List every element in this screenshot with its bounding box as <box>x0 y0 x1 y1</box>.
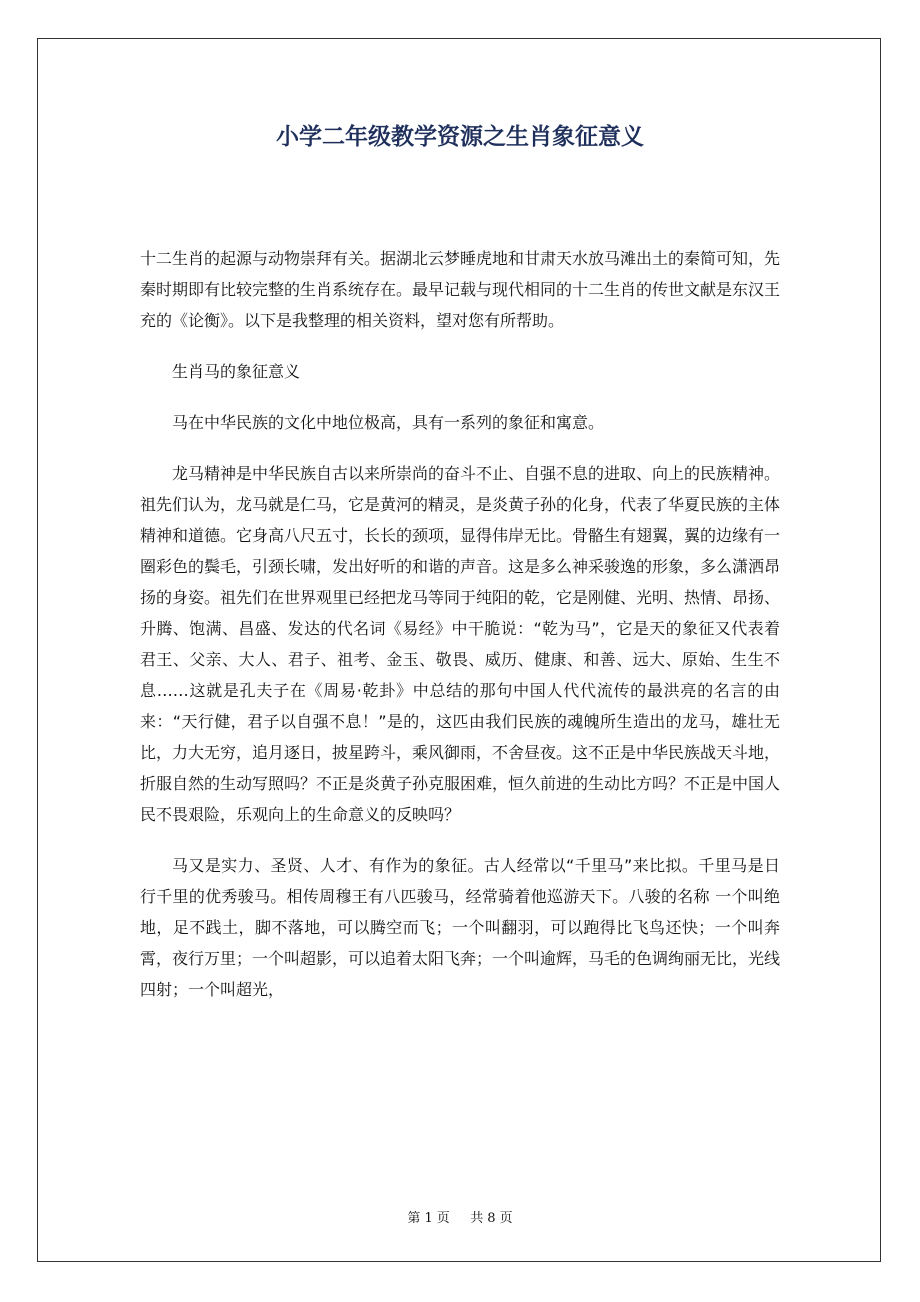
page-total: 8 <box>487 1211 496 1226</box>
page-footer <box>0 1207 920 1226</box>
document-body <box>140 243 780 1025</box>
page-prefix: 第 <box>407 1211 421 1226</box>
intro-paragraph: 十二生肖的起源与动物崇拜有关。据湖北云梦睡虎地和甘肃天水放马滩出土的秦简可知，先秦时期即有比较完整的生肖系统存在。最早记载与现代相同的十二生肖的传世文献是东汉王充的《论衡》。以下是我整理的相关资料，望对您有所帮助。 <box>140 249 781 330</box>
page-unit: 页 <box>436 1211 450 1226</box>
total-prefix: 共 <box>470 1211 484 1226</box>
body-paragraph: 龙马精神是中华民族自古以来所崇尚的奋斗不止、自强不息的进取、向上的民族精神。祖先们认为，龙马就是仁马，它是黄河的精灵，是炎黄子孙的化身，代表了华夏民族的主体精神和道德。它身高八尺五寸，长长的颈项，显得伟岸无比。骨骼生有翅翼，翼的边缘有一圈彩色的鬓毛，引颈长啸，发出好听的和谐的声音。这是多么神采骏逸的形象，多么潇洒昂扬的身姿。祖先们在世界观里已经把龙马等同于纯阳的乾，它是刚健、光明、热情、昂扬、升腾、饱满、昌盛、发达的代名词《易经》中干脆说：“乾为马”，它是天的象征又代表着君王、父亲、大人、君子、祖考、金玉、敬畏、威历、健康、和善、远大、原始、生生不息……这就是孔夫子在《周易·乾卦》中总结的那句中国人代代流传的最洪亮的名言的由来：“天行健，君子以自强不息！”是的，这匹由我们民族的魂魄所生造出的龙马，雄壮无比，力大无穷，追月逐日，披星跨斗，乘风御雨，不舍昼夜。这不正是中华民族战天斗地，折服自然的生动写照吗？不正是炎黄子孙克服困难，恒久前进的生动比方吗？不正是中国人民不畏艰险，乐观向上的生命意义的反映吗？ <box>140 464 781 824</box>
page-current: 1 <box>424 1211 433 1226</box>
body-paragraph: 马在中华民族的文化中地位极高，具有一系列的象征和寓意。 <box>172 413 605 432</box>
section-heading: 生肖马的象征意义 <box>172 362 301 381</box>
document-title: 小学二年级教学资源之生肖象征意义 <box>276 124 644 150</box>
body-paragraph: 马又是实力、圣贤、人才、有作为的象征。古人经常以“千里马”来比拟。千里马是日行千里的优秀骏马。相传周穆王有八匹骏马，经常骑着他巡游天下。八骏的名称 一个叫绝地，足不践土，脚不落地，可以腾空而飞；一个叫翻羽，可以跑得比飞鸟还快；一个叫奔霄，夜行万里；一个叫超影，可以追着太阳飞奔；一个叫逾辉，马毛的色调绚丽无比，光线四射；一个叫超光， <box>140 856 781 999</box>
total-unit: 页 <box>499 1211 513 1226</box>
